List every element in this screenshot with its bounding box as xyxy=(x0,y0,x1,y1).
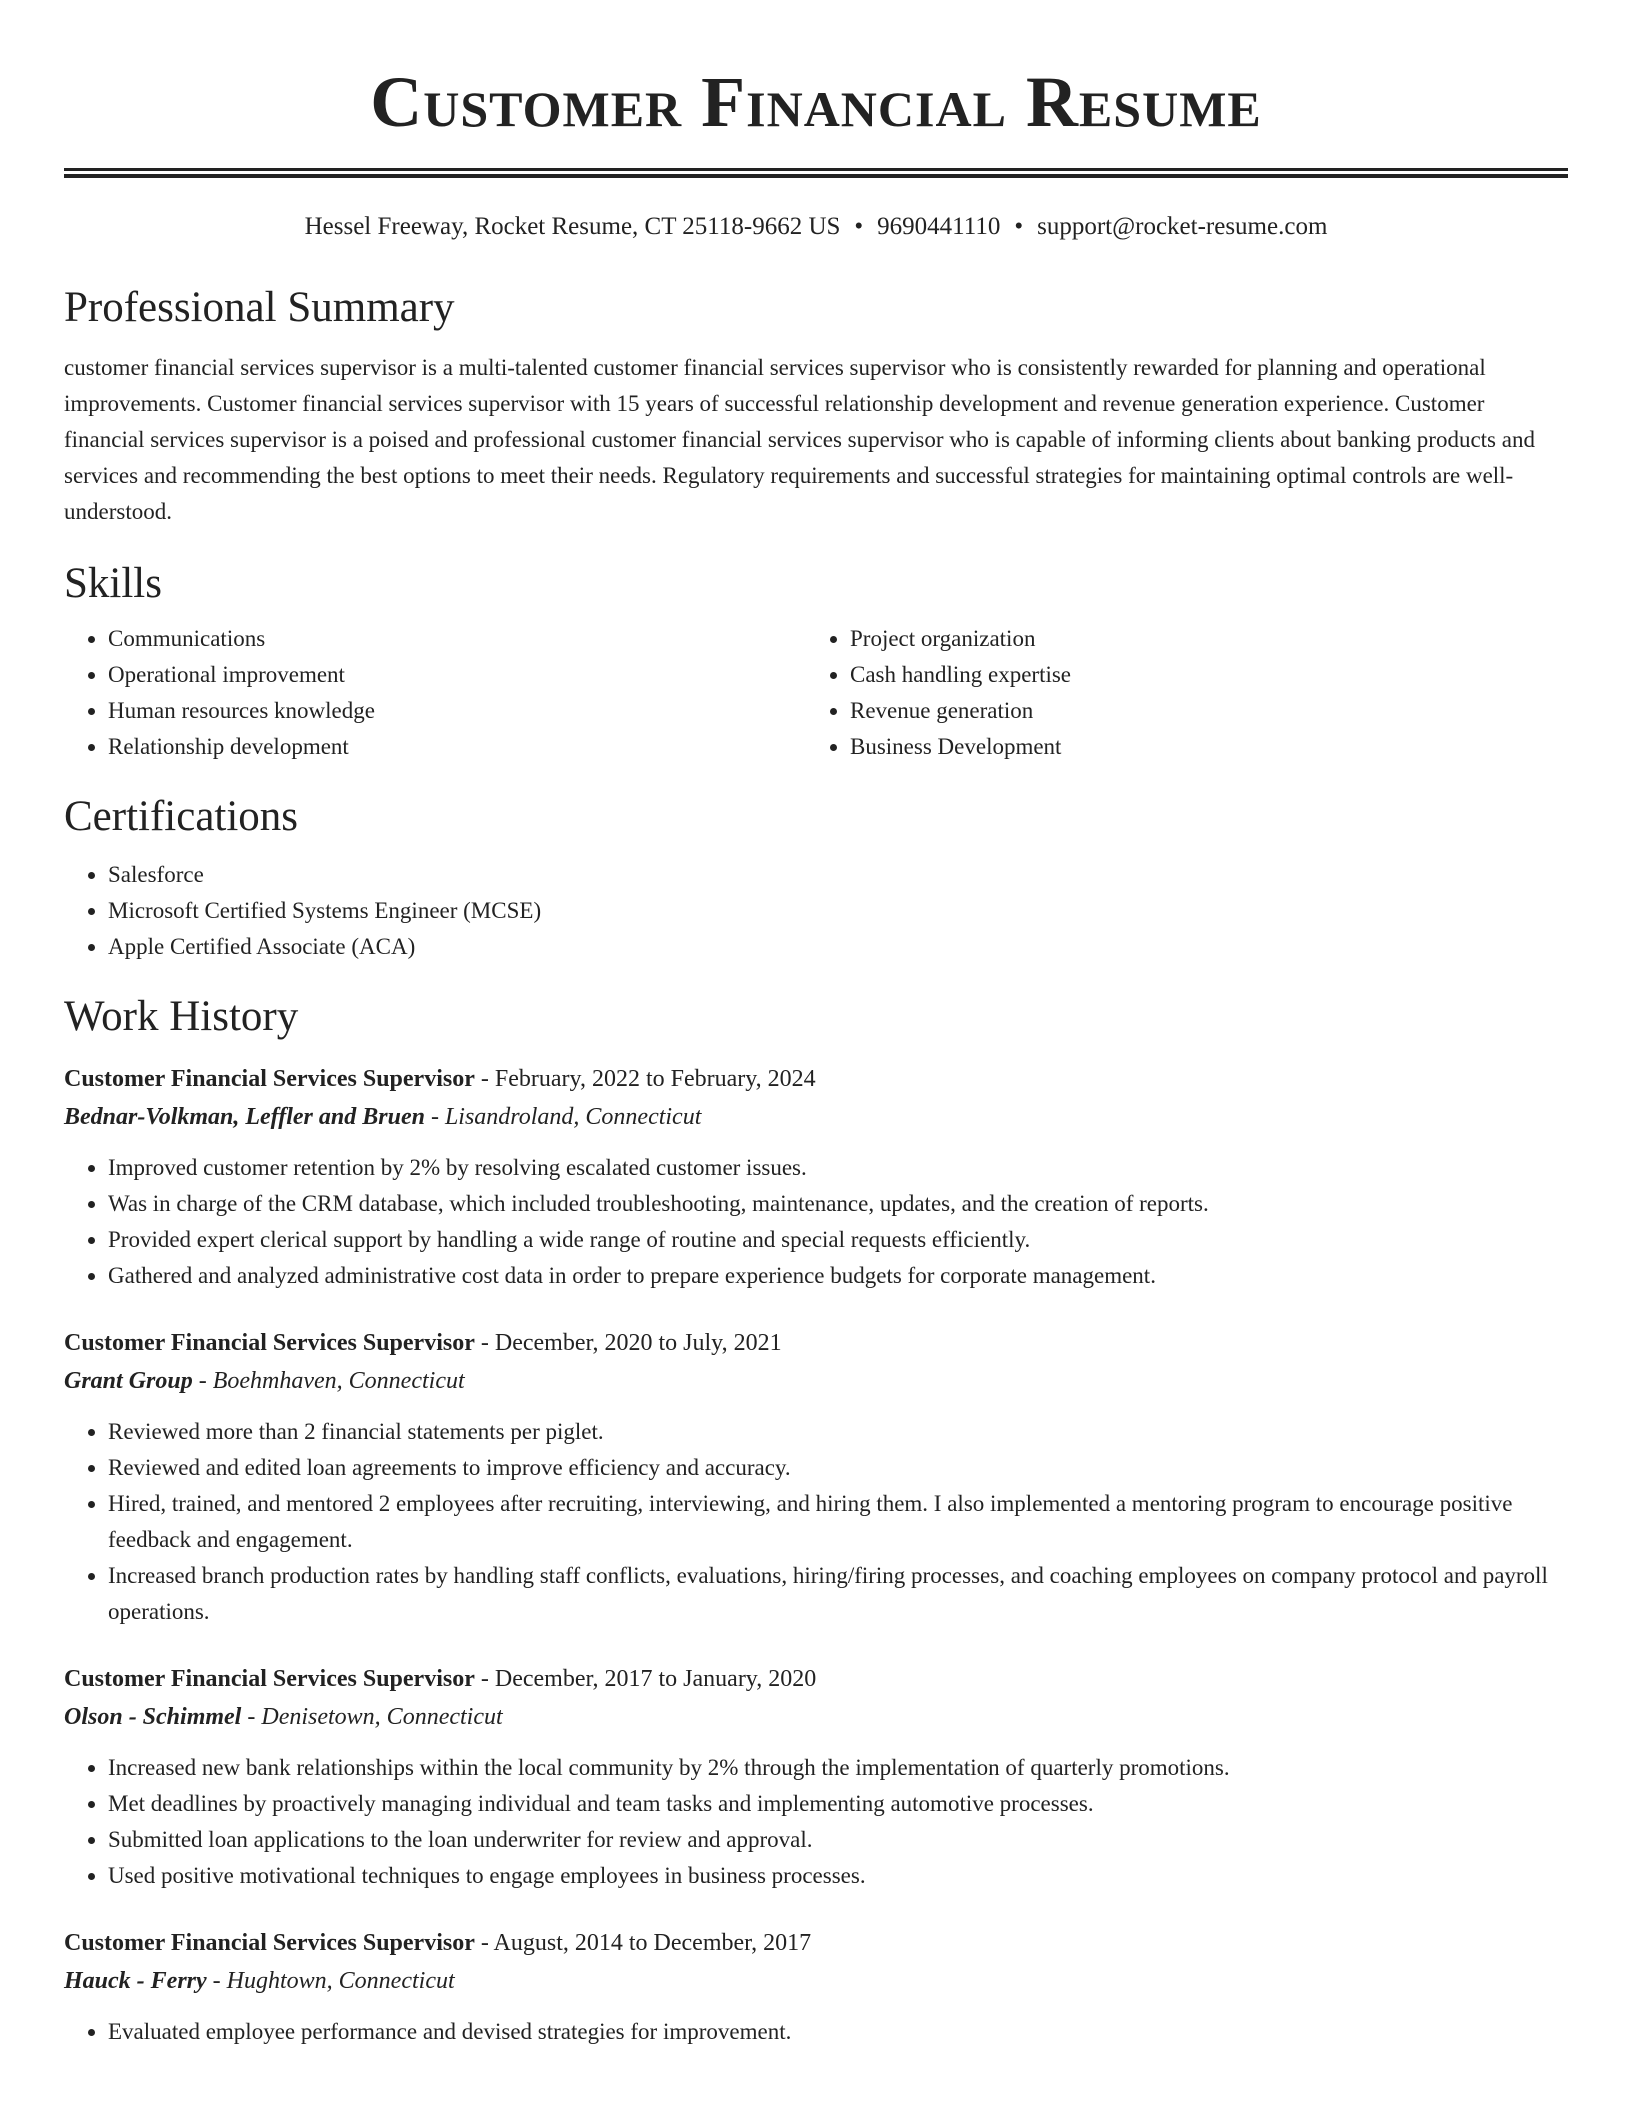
contact-separator: • xyxy=(1014,213,1024,240)
job-role: Customer Financial Services Supervisor xyxy=(64,1930,475,1957)
summary-text: customer financial services supervisor is a multi-talented customer financial services supervisor who is consistently rewarded for planning and operational improvements. Customer financial services supervisor with 15 years of successful relationship development and revenue generation experience. Customer financial services supervisor is a poised and professional customer financial services supervisor who is capable of informing clients about banking products and services and recommending the best options to meet their needs. Regulatory requirements and successful strategies for maintaining optimal controls are well-understood. xyxy=(64,354,1535,524)
job-role: Customer Financial Services Supervisor xyxy=(64,1666,475,1693)
job-dates: December, 2020 to July, 2021 xyxy=(494,1330,782,1357)
job-bullet: • Gathered and analyzed administrative cost data in order to prepare experience budgets for corporate management. xyxy=(108,1258,1568,1294)
contact-address: Hessel Freeway, Rocket Resume, CT 25118-9662 US xyxy=(304,213,841,240)
job-dash: - xyxy=(241,1704,262,1731)
skill-item: • Cash handling expertise xyxy=(850,657,1568,693)
skill-item: • Project organization xyxy=(850,621,1568,657)
job-company: Grant Group xyxy=(64,1368,193,1395)
certifications-heading: Certifications xyxy=(64,793,299,841)
summary-heading: Professional Summary xyxy=(64,284,455,331)
job-location: Lisandroland, Connecticut xyxy=(444,1104,702,1131)
resume-title: Customer Financial Resume xyxy=(370,62,1262,142)
skill-item: • Operational improvement xyxy=(108,657,806,693)
job-bullet: • Provided expert clerical support by handling a wide range of routine and special requests efficiently. xyxy=(108,1222,1568,1258)
skill-item: • Revenue generation xyxy=(850,693,1568,729)
job-header xyxy=(64,1060,1568,1098)
job-dash: - xyxy=(192,1368,213,1395)
skills-heading: Skills xyxy=(64,559,162,607)
job-company: Olson - Schimmel xyxy=(64,1704,242,1731)
job-entry xyxy=(64,1324,1568,1630)
work-history-heading: Work History xyxy=(64,992,299,1040)
job-company: Bednar-Volkman, Leffler and Bruen xyxy=(64,1104,425,1131)
certification-item: • Microsoft Certified Systems Engineer (MCSE) xyxy=(108,893,1568,929)
skills-grid xyxy=(64,621,1568,765)
job-dates: December, 2017 to January, 2020 xyxy=(494,1666,817,1693)
job-role: Customer Financial Services Supervisor xyxy=(64,1066,475,1093)
skill-item: • Relationship development xyxy=(108,729,806,765)
job-employer xyxy=(64,1962,1568,2000)
certification-item: • Apple Certified Associate (ACA) xyxy=(108,929,1568,965)
title-double-rule xyxy=(64,168,1568,178)
job-bullet: • Hired, trained, and mentored 2 employees after recruiting, interviewing, and hiring them. I also implemented a mentoring program to encourage positive feedback and engagement. xyxy=(108,1486,1568,1558)
job-dates: February, 2022 to February, 2024 xyxy=(494,1066,816,1093)
contact-phone: 9690441110 xyxy=(877,213,1001,240)
job-bullet: • Increased new bank relationships within the local community by 2% through the implementation of quarterly promotions. xyxy=(108,1750,1568,1786)
job-header xyxy=(64,1660,1568,1698)
job-header xyxy=(64,1324,1568,1362)
job-dash: - xyxy=(474,1930,494,1957)
job-bullets xyxy=(64,2014,1568,2050)
skills-list-right xyxy=(806,621,1568,765)
job-bullet: • Reviewed more than 2 financial statements per piglet. xyxy=(108,1414,1568,1450)
job-bullets xyxy=(64,1750,1568,1894)
certification-item: • Salesforce xyxy=(108,857,1568,893)
job-dates: August, 2014 to December, 2017 xyxy=(493,1930,812,1957)
skill-item: • Human resources knowledge xyxy=(108,693,806,729)
skills-list-left xyxy=(64,621,806,765)
skill-item: • Communications xyxy=(108,621,806,657)
certifications-list xyxy=(64,857,1568,965)
job-bullet: • Improved customer retention by 2% by resolving escalated customer issues. xyxy=(108,1150,1568,1186)
job-bullets xyxy=(64,1150,1568,1294)
job-header xyxy=(64,1924,1568,1962)
job-bullet: • Increased branch production rates by handling staff conflicts, evaluations, hiring/firing processes, and coaching employees on company protocol and payroll operations. xyxy=(108,1558,1568,1630)
job-dash: - xyxy=(474,1066,495,1093)
job-location: Boehmhaven, Connecticut xyxy=(212,1368,465,1395)
job-company: Hauck - Ferry xyxy=(64,1968,207,1995)
job-location: Hughtown, Connecticut xyxy=(226,1968,455,1995)
job-bullet: • Used positive motivational techniques to engage employees in business processes. xyxy=(108,1858,1568,1894)
job-employer xyxy=(64,1362,1568,1400)
skill-item: • Business Development xyxy=(850,729,1568,765)
contact-email: support@rocket-resume.com xyxy=(1037,213,1328,240)
job-bullet: • Submitted loan applications to the loan underwriter for review and approval. xyxy=(108,1822,1568,1858)
job-entry xyxy=(64,1060,1568,1294)
contact-separator: • xyxy=(854,213,864,240)
job-employer xyxy=(64,1098,1568,1136)
job-dash: - xyxy=(474,1330,495,1357)
job-location: Denisetown, Connecticut xyxy=(261,1704,503,1731)
job-employer xyxy=(64,1698,1568,1736)
job-bullet: • Evaluated employee performance and devised strategies for improvement. xyxy=(108,2014,1568,2050)
job-entry xyxy=(64,1660,1568,1894)
job-bullet: • Reviewed and edited loan agreements to improve efficiency and accuracy. xyxy=(108,1450,1568,1486)
contact-line xyxy=(64,212,1568,242)
job-dash: - xyxy=(424,1104,445,1131)
job-bullet: • Met deadlines by proactively managing individual and team tasks and implementing automotive processes. xyxy=(108,1786,1568,1822)
job-entry xyxy=(64,1924,1568,2050)
job-bullets xyxy=(64,1414,1568,1630)
job-dash: - xyxy=(474,1666,495,1693)
job-bullet: • Was in charge of the CRM database, which included troubleshooting, maintenance, updates, and the creation of reports. xyxy=(108,1186,1568,1222)
job-role: Customer Financial Services Supervisor xyxy=(64,1330,475,1357)
job-dash: - xyxy=(206,1968,227,1995)
